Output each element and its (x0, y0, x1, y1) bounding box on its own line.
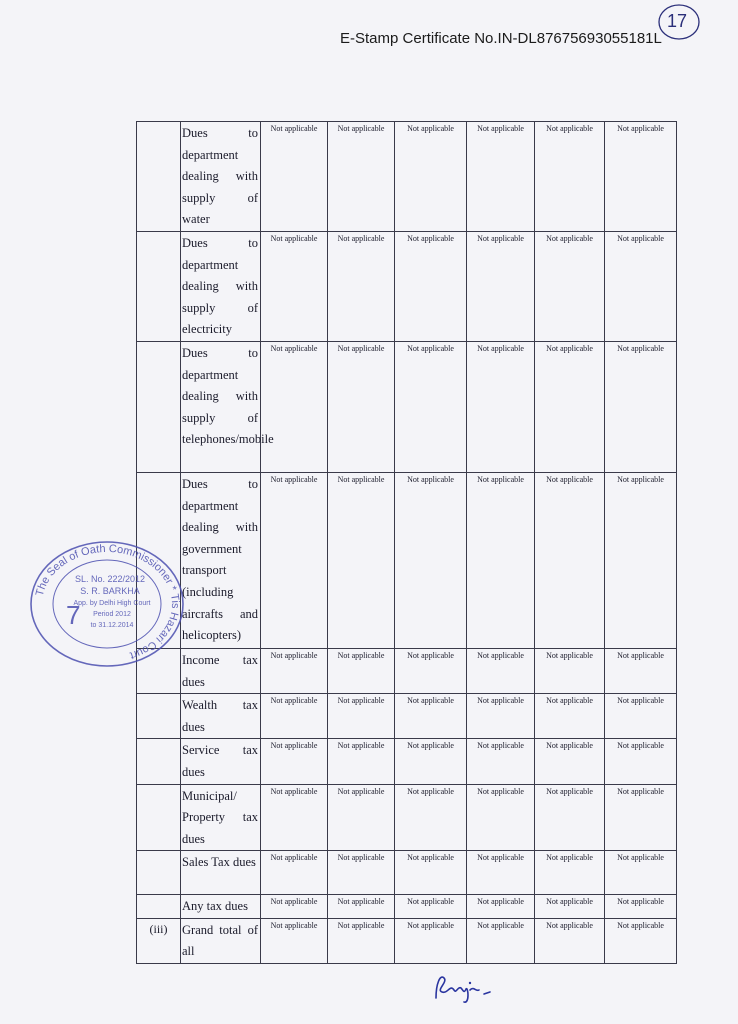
seal-line-4: Period 2012 (93, 611, 131, 618)
value-cell: Not applicable (261, 341, 328, 472)
value-cell: Not applicable (328, 122, 395, 232)
value-cell: Not applicable (261, 784, 328, 851)
value-cell: Not applicable (605, 694, 677, 739)
value-cell: Not applicable (261, 231, 328, 341)
value-cell: Not applicable (535, 851, 605, 895)
value-cell: Not applicable (535, 341, 605, 472)
table-row (137, 648, 677, 693)
value-cell: Not applicable (467, 918, 535, 963)
value-cell: Not applicable (395, 739, 467, 784)
table-row (137, 784, 677, 851)
value-cell: Not applicable (605, 231, 677, 341)
value-cell: Not applicable (535, 648, 605, 693)
value-cell: Not applicable (467, 122, 535, 232)
value-cell: Not applicable (328, 918, 395, 963)
value-cell: Not applicable (535, 694, 605, 739)
value-cell: Not applicable (605, 918, 677, 963)
table-row (137, 694, 677, 739)
page-number: 17 (667, 11, 688, 31)
table-row (137, 851, 677, 895)
value-cell: Not applicable (467, 648, 535, 693)
value-cell: Not applicable (261, 472, 328, 648)
dues-description-cell: Wealth tax dues (181, 694, 261, 739)
value-cell: Not applicable (328, 694, 395, 739)
value-cell: Not applicable (605, 648, 677, 693)
value-cell: Not applicable (328, 784, 395, 851)
value-cell: Not applicable (467, 784, 535, 851)
value-cell: Not applicable (467, 851, 535, 895)
value-cell: Not applicable (535, 918, 605, 963)
value-cell: Not applicable (328, 341, 395, 472)
value-cell: Not applicable (261, 694, 328, 739)
value-cell: Not applicable (261, 648, 328, 693)
table-row (137, 739, 677, 784)
value-cell: Not applicable (467, 895, 535, 919)
value-cell: Not applicable (328, 231, 395, 341)
dues-description-cell: Dues to department dealing with supply of electricity (181, 231, 261, 341)
value-cell: Not applicable (328, 739, 395, 784)
seal-line-1: SL. No. 222/2012 (74, 574, 146, 584)
value-cell: Not applicable (261, 122, 328, 232)
value-cell: Not applicable (261, 851, 328, 895)
value-cell: Not applicable (395, 784, 467, 851)
handwritten-signature (430, 968, 502, 1008)
value-cell: Not applicable (395, 648, 467, 693)
value-cell: Not applicable (328, 648, 395, 693)
value-cell: Not applicable (261, 918, 328, 963)
table-row (137, 122, 677, 232)
oath-commissioner-seal (28, 540, 186, 668)
value-cell: Not applicable (395, 341, 467, 472)
value-cell: Not applicable (605, 739, 677, 784)
dues-description-cell: Dues to department dealing with supply of water (181, 122, 261, 232)
value-cell: Not applicable (605, 122, 677, 232)
row-number-cell (137, 851, 181, 895)
value-cell: Not applicable (535, 895, 605, 919)
dues-description-cell: Dues to department dealing with supply of telephones/mobile (181, 341, 261, 472)
value-cell: Not applicable (395, 851, 467, 895)
seal-ring-text: The Seal of Oath Commissioner * Tis Hazari Court (33, 542, 182, 662)
row-number-cell (137, 341, 181, 472)
dues-description-cell: Service tax dues (181, 739, 261, 784)
estamp-certificate-number: E-Stamp Certificate No.IN-DL87675693055181L (340, 30, 662, 47)
seal-line-2: S. R. BARKHA (80, 586, 140, 596)
value-cell: Not applicable (395, 918, 467, 963)
row-number-cell (137, 895, 181, 919)
value-cell: Not applicable (535, 231, 605, 341)
value-cell: Not applicable (395, 122, 467, 232)
value-cell: Not applicable (328, 895, 395, 919)
dues-description-cell: Dues to department dealing with government transport (including aircrafts and helicopters) (181, 472, 261, 648)
value-cell: Not applicable (605, 851, 677, 895)
value-cell: Not applicable (605, 472, 677, 648)
value-cell: Not applicable (395, 895, 467, 919)
value-cell: Not applicable (605, 341, 677, 472)
row-number-cell (137, 784, 181, 851)
dues-description-cell: Grand total of all (181, 918, 261, 963)
value-cell: Not applicable (261, 895, 328, 919)
table-row (137, 918, 677, 963)
value-cell: Not applicable (467, 341, 535, 472)
value-cell: Not applicable (328, 472, 395, 648)
page-number-annotation (656, 2, 702, 42)
table-row (137, 895, 677, 919)
seal-initial: 7 (66, 600, 81, 630)
row-number-cell (137, 694, 181, 739)
value-cell: Not applicable (467, 472, 535, 648)
dues-description-cell: Municipal/ Property tax dues (181, 784, 261, 851)
table-row (137, 231, 677, 341)
row-number-cell: (iii) (137, 918, 181, 963)
row-number-cell (137, 122, 181, 232)
dues-description-cell: Income tax dues (181, 648, 261, 693)
value-cell: Not applicable (395, 472, 467, 648)
value-cell: Not applicable (535, 122, 605, 232)
dues-table (136, 121, 677, 964)
table-row (137, 472, 677, 648)
value-cell: Not applicable (467, 694, 535, 739)
table-row (137, 341, 677, 472)
value-cell: Not applicable (535, 739, 605, 784)
value-cell: Not applicable (261, 739, 328, 784)
value-cell: Not applicable (395, 694, 467, 739)
row-number-cell (137, 231, 181, 341)
value-cell: Not applicable (605, 784, 677, 851)
row-number-cell (137, 739, 181, 784)
seal-line-5: to 31.12.2014 (90, 622, 134, 629)
dues-description-cell: Any tax dues (181, 895, 261, 919)
seal-line-3: App. by Delhi High Court (73, 600, 151, 607)
dues-description-cell: Sales Tax dues (181, 851, 261, 895)
value-cell: Not applicable (535, 472, 605, 648)
value-cell: Not applicable (467, 739, 535, 784)
value-cell: Not applicable (328, 851, 395, 895)
value-cell: Not applicable (535, 784, 605, 851)
value-cell: Not applicable (605, 895, 677, 919)
value-cell: Not applicable (467, 231, 535, 341)
value-cell: Not applicable (395, 231, 467, 341)
